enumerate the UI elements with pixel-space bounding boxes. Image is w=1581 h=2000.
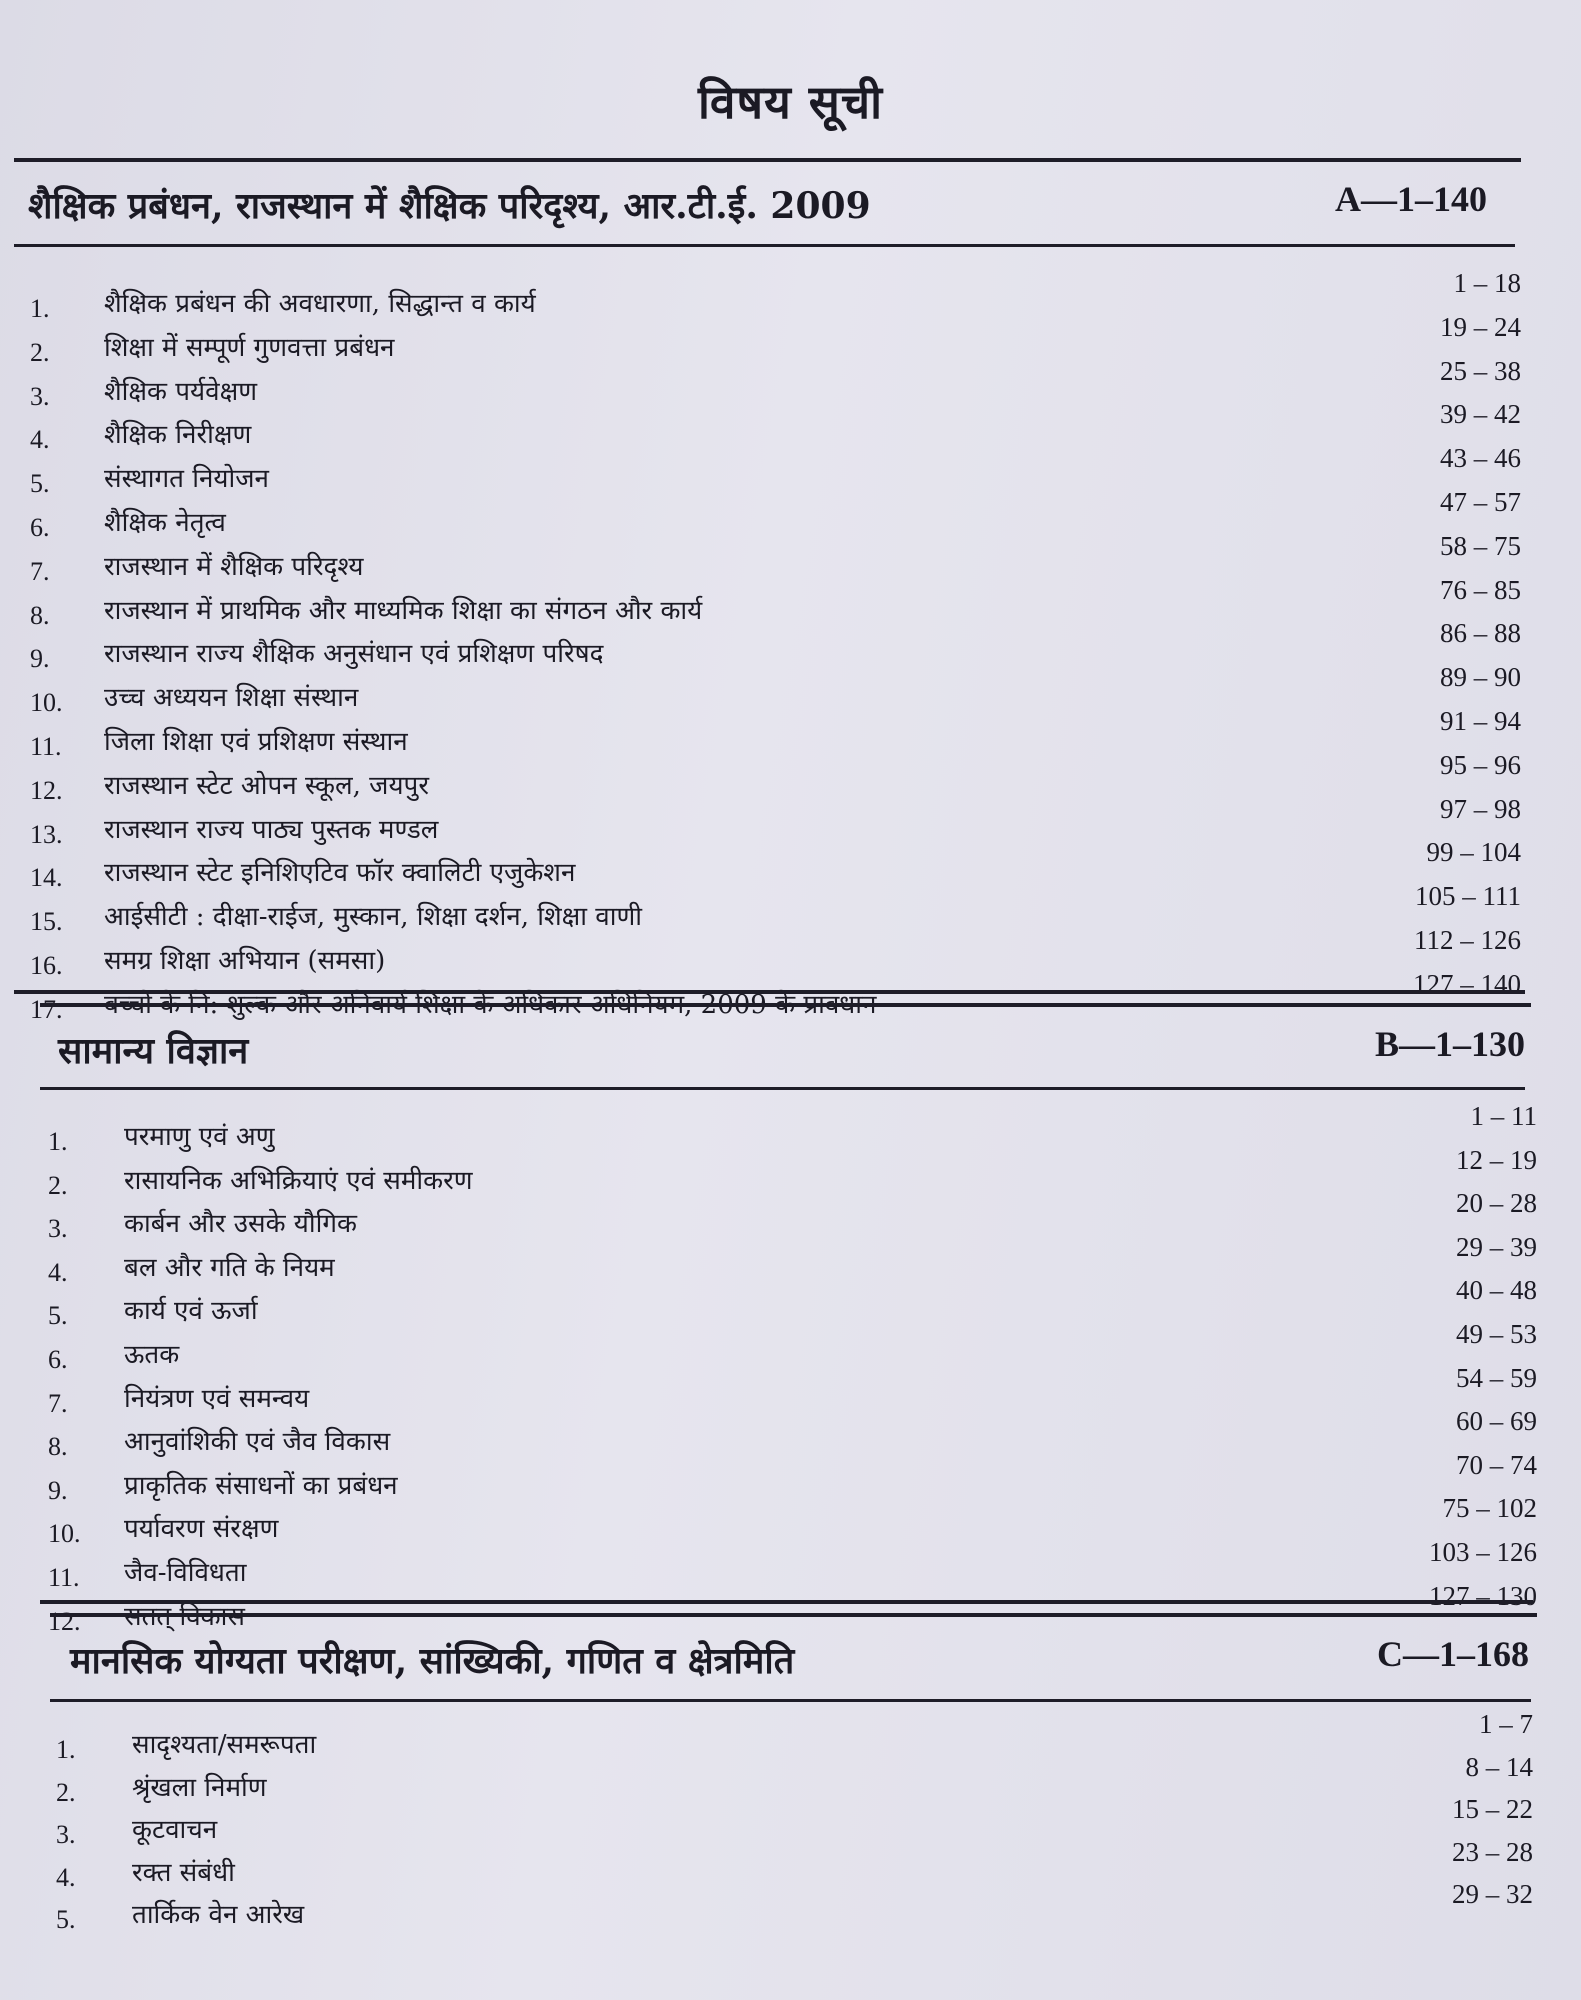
entry-pages: 86 – 88: [1440, 618, 1521, 649]
entry-pages: 103 – 126: [1429, 1537, 1537, 1567]
section-end-rule: [14, 990, 1525, 994]
entry-pages: 75 – 102: [1442, 1493, 1537, 1524]
entry-number: 6.: [30, 513, 50, 542]
entry-pages: 15 – 22: [1452, 1794, 1533, 1824]
entry-title: परमाणु एवं अणु: [124, 1122, 275, 1152]
toc-entry: [48, 1101, 1537, 1159]
toc-entry: [56, 1709, 1533, 1767]
entry-pages: 60 – 69: [1456, 1406, 1537, 1437]
entry-title: संस्थागत नियोजन: [104, 464, 269, 495]
entry-title: श्रृंखला निर्माण: [132, 1772, 267, 1803]
entry-pages: 105 – 111: [1415, 881, 1521, 912]
entry-pages: 70 – 74: [1456, 1449, 1537, 1480]
toc-entry: [30, 706, 1521, 764]
toc-entry: [30, 487, 1521, 545]
entry-number: 7.: [30, 556, 50, 586]
toc-entry: [48, 1449, 1537, 1508]
entry-number: 8.: [48, 1432, 68, 1462]
entry-title: शैक्षिक नेतृत्व: [104, 508, 226, 538]
toc-entry: [30, 881, 1521, 939]
entry-title: उच्च अध्ययन शिक्षा संस्थान: [104, 683, 359, 714]
toc-entry: [30, 749, 1521, 808]
toc-entry: [30, 925, 1521, 983]
entry-title: जैव-विविधता: [124, 1558, 247, 1588]
entry-title: पर्यावरण संरक्षण: [124, 1514, 279, 1545]
entry-title: राजस्थान राज्य पाठ्य पुस्तक मण्डल: [104, 814, 439, 845]
entry-title: जिला शिक्षा एवं प्रशिक्षण संस्थान: [104, 727, 408, 757]
entry-pages: 8 – 14: [1465, 1751, 1533, 1782]
entry-number: 14.: [30, 863, 63, 893]
entry-number: 13.: [30, 819, 63, 849]
entry-pages: 40 – 48: [1456, 1275, 1537, 1306]
section-top-rule: [14, 158, 1521, 162]
entry-pages: 112 – 126: [1414, 925, 1521, 955]
entry-number: 3.: [30, 381, 50, 411]
section-title: शैक्षिक प्रबंधन, राजस्थान में शैक्षिक परिदृश्य, आर.टी.ई. 2009: [28, 185, 871, 227]
entry-title: रक्त संबंधी: [132, 1857, 235, 1888]
section-page-range: C—1–168: [1377, 1634, 1529, 1674]
toc-entry: [30, 268, 1521, 326]
entry-title: रासायनिक अभिक्रियाएं एवं समीकरण: [124, 1165, 473, 1196]
entry-number: 15.: [30, 907, 63, 937]
entry-number: 12.: [48, 1606, 81, 1636]
entry-pages: 1 – 11: [1470, 1101, 1537, 1131]
entry-number: 5.: [30, 469, 50, 499]
entry-number: 4.: [30, 425, 50, 455]
entry-pages: 19 – 24: [1440, 311, 1521, 342]
entry-pages: 127 – 140: [1413, 968, 1521, 999]
entry-number: 2.: [30, 337, 50, 367]
entry-title: नियंत्रण एवं समन्वय: [124, 1383, 310, 1414]
toc-entry: [30, 618, 1521, 676]
entry-title: राजस्थान में शैक्षिक परिदृश्य: [104, 551, 364, 582]
section-page-range: A—1–140: [1335, 179, 1487, 219]
entry-pages: 29 – 32: [1452, 1879, 1533, 1909]
entry-pages: 97 – 98: [1440, 793, 1521, 824]
toc-entry: [48, 1319, 1537, 1377]
toc-entry: [56, 1794, 1533, 1852]
toc-entry: [30, 662, 1521, 720]
entry-number: 3.: [56, 1820, 76, 1849]
entry-title: आईसीटी : दीक्षा-राईज, मुस्कान, शिक्षा दर्शन, शिक्षा वाणी: [104, 902, 643, 933]
toc-entry: [48, 1188, 1537, 1246]
entry-number: 6.: [48, 1345, 68, 1374]
toc-entry: [48, 1275, 1537, 1333]
toc-entry: [48, 1493, 1537, 1551]
entry-title: बच्चों के नि: शुल्क और अनिवार्य शिक्षा के अधिकार अधिनियम, 2009 के प्रावधान: [104, 989, 877, 1020]
entry-pages: 127 – 130: [1429, 1580, 1537, 1611]
toc-entry: [30, 355, 1521, 414]
entry-number: 11.: [48, 1563, 80, 1592]
entry-title: राजस्थान स्टेट ओपन स्कूल, जयपुर: [104, 770, 429, 801]
section-header-rule: [14, 244, 1515, 247]
toc-entry: [56, 1751, 1533, 1810]
entry-pages: 12 – 19: [1456, 1144, 1537, 1175]
entry-title: सादृश्यता/समरूपता: [132, 1730, 317, 1760]
entry-number: 11.: [30, 732, 62, 761]
entry-title: प्राकृतिक संसाधनों का प्रबंधन: [124, 1470, 398, 1501]
entry-title: बल और गति के नियम: [124, 1252, 335, 1283]
toc-entry: [56, 1836, 1533, 1895]
section-header-rule: [40, 1087, 1525, 1090]
entry-title: राजस्थान स्टेट इनिशिएटिव फॉर क्वालिटी एजुकेशन: [104, 858, 576, 889]
entry-pages: 76 – 85: [1440, 574, 1521, 605]
entry-pages: 58 – 75: [1440, 530, 1521, 561]
entry-title: राजस्थान राज्य शैक्षिक अनुसंधान एवं प्रशिक्षण परिषद: [104, 639, 604, 670]
entry-title: कार्बन और उसके यौगिक: [124, 1209, 357, 1240]
section-page-range: B—1–130: [1374, 1024, 1525, 1064]
section-top-rule: [40, 1003, 1531, 1007]
entry-pages: 23 – 28: [1452, 1836, 1533, 1867]
entry-pages: 20 – 28: [1456, 1188, 1537, 1219]
entry-title: शिक्षा में सम्पूर्ण गुणवत्ता प्रबंधन: [104, 332, 395, 363]
toc-entry: [30, 311, 1521, 370]
entry-pages: 1 – 7: [1479, 1709, 1533, 1739]
toc-entry: [48, 1144, 1537, 1203]
section-end-rule: [40, 1600, 1533, 1604]
entry-number: 3.: [48, 1214, 68, 1244]
toc-entry: [48, 1231, 1537, 1290]
toc-entry: [30, 530, 1521, 589]
toc-entry: [30, 443, 1521, 501]
entry-pages: 95 – 96: [1440, 749, 1521, 780]
entry-title: समग्र शिक्षा अभियान (समसा): [104, 946, 386, 976]
entry-pages: 25 – 38: [1440, 355, 1521, 386]
entry-number: 17.: [30, 994, 63, 1024]
entry-title: शैक्षिक प्रबंधन की अवधारणा, सिद्धान्त व कार्य: [104, 289, 536, 319]
entry-number: 2.: [48, 1170, 68, 1200]
section-top-rule: [50, 1613, 1537, 1617]
toc-entry: [48, 1537, 1537, 1595]
entry-number: 1.: [56, 1735, 76, 1764]
entry-number: 2.: [56, 1777, 76, 1807]
entry-number: 5.: [56, 1905, 76, 1934]
entry-pages: 89 – 90: [1440, 662, 1521, 693]
entry-pages: 54 – 59: [1456, 1362, 1537, 1393]
entry-number: 1.: [48, 1127, 68, 1156]
entry-number: 4.: [48, 1257, 68, 1287]
entry-number: 8.: [30, 600, 50, 630]
entry-number: 5.: [48, 1301, 68, 1331]
entry-title: शैक्षिक पर्यवेक्षण: [104, 376, 258, 407]
section-title: मानसिक योग्यता परीक्षण, सांख्यिकी, गणित व क्षेत्रमिति: [70, 1640, 795, 1682]
entry-number: 1.: [30, 294, 50, 323]
entry-title: राजस्थान में प्राथमिक और माध्यमिक शिक्षा का संगठन और कार्य: [104, 595, 703, 626]
entry-title: शैक्षिक निरीक्षण: [104, 420, 252, 451]
entry-title: सतत् विकास: [124, 1601, 245, 1632]
entry-pages: 1 – 18: [1453, 268, 1521, 298]
entry-title: कार्य एवं ऊर्जा: [124, 1296, 258, 1327]
entry-pages: 39 – 42: [1440, 399, 1521, 430]
section-title: सामान्य विज्ञान: [58, 1030, 249, 1072]
entry-pages: 29 – 39: [1456, 1231, 1537, 1262]
entry-number: 10.: [30, 688, 63, 718]
entry-number: 16.: [30, 951, 63, 980]
entry-pages: 99 – 104: [1426, 837, 1521, 868]
toc-entry: [48, 1406, 1537, 1464]
entry-number: 7.: [48, 1388, 68, 1418]
entry-pages: 49 – 53: [1456, 1319, 1537, 1349]
toc-entry: [56, 1879, 1533, 1937]
entry-title: तार्किक वेन आरेख: [132, 1900, 305, 1930]
entry-number: 9.: [30, 644, 50, 674]
entry-number: 4.: [56, 1862, 76, 1892]
entry-pages: 47 – 57: [1440, 487, 1521, 517]
entry-number: 10.: [48, 1519, 81, 1549]
toc-entry: [30, 837, 1521, 895]
toc-entry: [48, 1362, 1537, 1421]
toc-entry: [30, 793, 1521, 852]
entry-title: ऊतक: [124, 1340, 180, 1370]
entry-title: आनुवांशिकी एवं जैव विकास: [124, 1427, 391, 1458]
section-header-rule: [50, 1699, 1531, 1702]
entry-pages: 91 – 94: [1440, 706, 1521, 736]
page-title: विषय सूची: [698, 75, 883, 129]
entry-number: 9.: [48, 1475, 68, 1505]
toc-entry: [30, 574, 1521, 633]
entry-number: 12.: [30, 775, 63, 805]
entry-title: कूटवाचन: [132, 1815, 218, 1845]
entry-pages: 43 – 46: [1440, 443, 1521, 474]
toc-entry: [30, 399, 1521, 457]
